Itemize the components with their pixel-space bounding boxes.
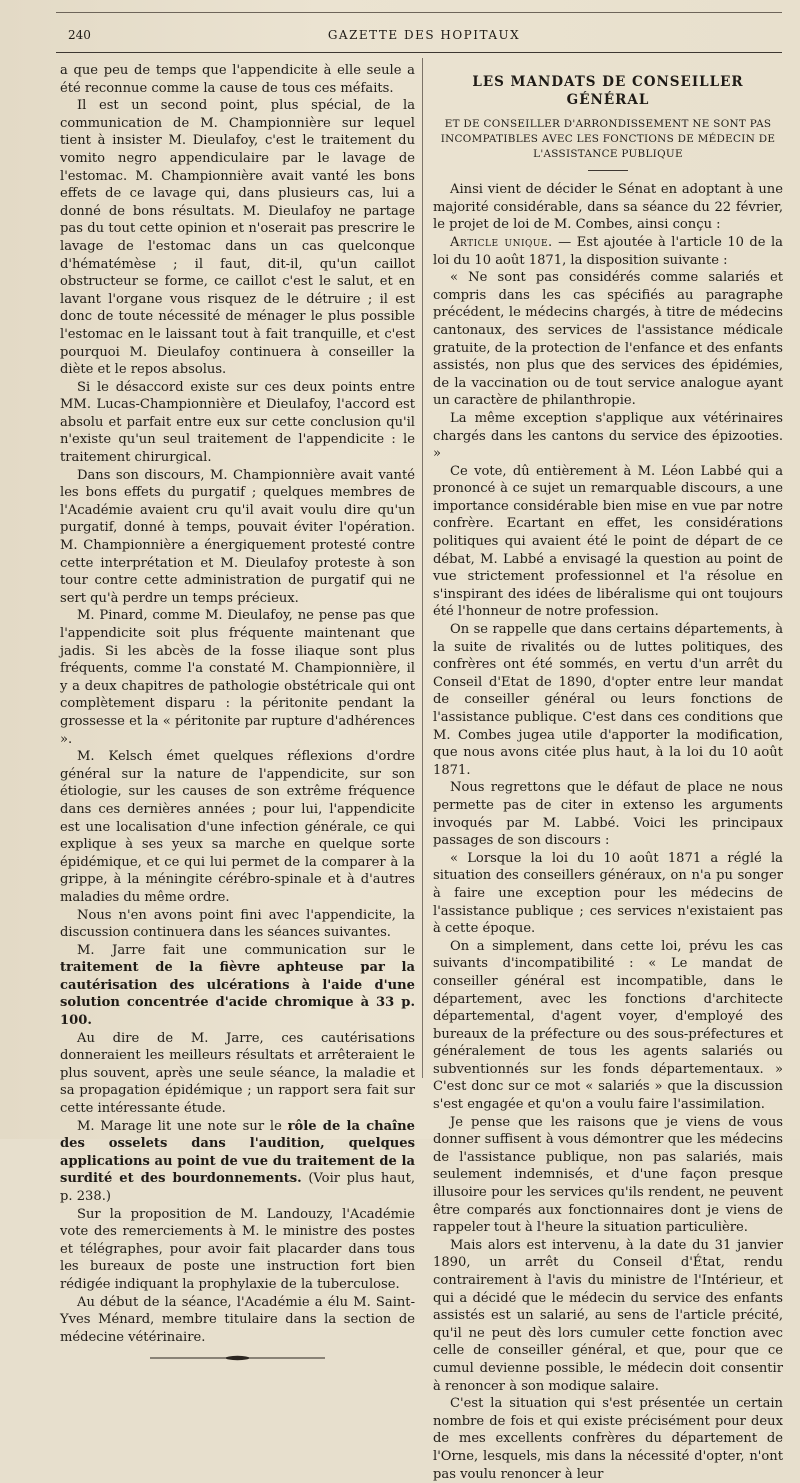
paragraph: Ainsi vient de décider le Sénat en adoptant à une majorité considérable, dans sa séance du 22 février, le projet de loi de M. Combes, ainsi conçu : (433, 182, 783, 233)
paragraph: C'est la situation qui s'est présentée un certain nombre de fois et qui existe précisément pour deux de mes excellents confrères du département de l'Orne, lesquels, mis dans la nécessité d'opter, n'ont pas voulu renoncer à leur (433, 1396, 783, 1482)
paragraph: On a simplement, dans cette loi, prévu les cas suivants d'incompatibilité : « Le mandat de conseiller général est incompatible, dans le département, avec les fonctions d'architecte départemental, d'agent voyer, d'employé des bureaux de la préfecture ou des sous-préfectures et généralement de tous les agents salariés ou subventionnés sur les fonds départementaux. » C'est donc sur ce mot « salariés » que la discussion s'est engagée et qu'on a voulu faire l'assimilation. (433, 938, 783, 1113)
paragraph (60, 1118, 415, 1206)
paragraph (433, 234, 783, 269)
paragraph: Nous n'en avons point fini avec l'appendicite, la discussion continuera dans les séances suivantes. (60, 907, 415, 941)
article-title: LES MANDATS DE CONSEILLER GÉNÉRAL (472, 74, 744, 108)
paragraph: « Lorsque la loi du 10 août 1871 a réglé la situation des conseillers généraux, on n'a pu songer à faire une exception pour les médecins de l'assistance publique ; ces services n'existaient pas à cette époque. (433, 850, 783, 937)
paragraph: M. Pinard, comme M. Dieulafoy, ne pense pas que l'appendicite soit plus fréquente maintenant que jadis. Si les abcès de la fosse iliaque sont plus fréquents, comme l'a constaté M. Championnière, il y a deux chapitres de pathologie obstétricale qui ont complètement disparu : la péritonite pendant la grossesse et la « péritonite par rupture d'adhérences ». (60, 608, 415, 747)
paragraph: Au dire de M. Jarre, ces cautérisations donneraient les meilleurs résultats et arrêteraient le plus souvent, après une seule séance, la maladie et sa propagation épidémique ; un rapport sera fait sur cette intéressante étude. (60, 1030, 415, 1117)
paragraph: Si le désaccord existe sur ces deux points entre MM. Lucas-Championnière et Dieulafoy, l'accord est absolu et parfait entre eux sur cette conclusion qu'il n'existe qu'un seul traitement de l'appendicite : le traitement chirurgical. (60, 379, 415, 466)
paragraph: Ce vote, dû entièrement à M. Léon Labbé qui a prononcé à ce sujet un remarquable discours, a une importance considérable bien mise en vue par notre confrère. Ecartant en effet, les considérations politiques qui avaient été le point de départ de ce débat, M. Labbé a envisagé la question au point de vue strictement professionnel et l'a résolue en s'inspirant des idées de libéralisme qui ont toujours été l'honneur de notre profession. (433, 463, 783, 620)
paragraph: Mais alors est intervenu, à la date du 31 janvier 1890, un arrêt du Conseil d'État, rendu contrairement à l'avis du ministre de l'Intérieur, et qui a décidé que le médecin du service des enfants assistés est un salarié, au sens de l'article précité, qu'il ne peut dès lors cumuler cette fonction avec celle de conseiller général, et que, pour que ce cumul devienne possible, le médecin doit consentir à renoncer à son modique salaire. (433, 1237, 783, 1394)
text-run: (Voir plus haut, p. 238.) (60, 1171, 415, 1204)
text-run: M. Jarre fait une communication sur le (77, 942, 415, 958)
paragraph (60, 942, 415, 1030)
right-column (433, 62, 783, 1483)
bold-title: rôle de la chaîne des osselets dans l'audition, quelques applications au point de vue du traitement de la surdité et des bourdonnements. (60, 1118, 415, 1187)
page-number: 240 (68, 28, 91, 42)
text-run: M. Marage lit une note sur le (77, 1118, 288, 1134)
article-label: Article unique. (450, 234, 553, 250)
article-subtitle: ET DE CONSEILLER D'ARRONDISSEMENT NE SONT PAS INCOMPATIBLES AVEC LES FONCTIONS DE MÉDECIN DE L'ASSISTANCE PUBLIQUE (440, 118, 776, 161)
paragraph: « Ne sont pas considérés comme salariés et compris dans les cas spécifiés au paragraphe précédent, le médecins chargés, à titre de médecins cantonaux, des services de l'assistance médicale gratuite, de la protection de l'enfance et des enfants assistés, non plus que des services des épidémies, de la vaccination ou de tout service analogue ayant un caractère de philanthropie. (433, 270, 783, 409)
paragraph: La même exception s'applique aux vétérinaires chargés dans les cantons du service des épizooties. » (433, 410, 783, 462)
ornament-icon (150, 1354, 325, 1362)
ornament-divider (150, 1354, 325, 1362)
running-title: GAZETTE DES HOPITAUX (327, 28, 521, 42)
bold-title: traitement de la fièvre aphteuse par la cautérisation des ulcérations à l'aide d'une solution concentrée d'acide chromique à 33 p. 100. (60, 960, 415, 1029)
page-header (68, 28, 780, 48)
paragraph: Au début de la séance, l'Académie a élu M. Saint-Yves Ménard, membre titulaire dans la section de médecine vétérinaire. (60, 1294, 415, 1345)
paragraph: M. Kelsch émet quelques réflexions d'ordre général sur la nature de l'appendicite, sur son étiologie, sur les causes de son extrême fréquence dans ces dernières années ; pour lui, l'appendicite est une localisation d'une infection générale, ce qui explique à ses yeux sa marche en quelque sorte épidémique, et ce qui lui permet de la comparer à la grippe, à la méningite cérébro-spinale et à d'autres maladies du même ordre. (60, 749, 415, 905)
column-divider (422, 58, 423, 1078)
left-column (60, 62, 415, 1362)
paragraph: Je pense que les raisons que je viens de vous donner suffisent à vous démontrer que les médecins de l'assistance publique, non pas salariés, mais seulement indemnisés, et d'une façon presque illusoire pour les services qu'ils rendent, ne peuvent être comparés aux fonctionnaires dont je viens de rappeler tout à l'heure la situation particulière. (433, 1114, 783, 1236)
header-rule (56, 52, 782, 53)
text-run: — Est ajoutée à l'article 10 de la loi du 10 août 1871, la disposition suivante : (433, 234, 783, 268)
paragraph: On se rappelle que dans certains départements, à la suite de rivalités ou de luttes politiques, des confrères ont été sommés, en vertu d'un arrêt du Conseil d'Etat de 1890, d'opter entre leur mandat de conseiller général ou leurs fonctions de l'assistance publique. C'est dans ces conditions que M. Combes jugea utile d'apporter la modification, que nous avons citée plus haut, à la loi du 10 août 1871. (433, 622, 783, 778)
paragraph: Sur la proposition de M. Landouzy, l'Académie vote des remerciements à M. le ministre des postes et télégraphes, pour avoir fait placarder dans tous les bureaux de poste une instruction fort bien rédigée indiquant la prophylaxie de la tuberculose. (60, 1206, 415, 1292)
paragraph: Il est un second point, plus spécial, de la communication de M. Championnière sur lequel tient à insister M. Dieulafoy, c'est le traitement du vomito negro appendiculaire par le lavage de l'estomac. M. Championnière avait vanté les bons effets de ce lavage qui, dans plusieurs cas, lui a donné de bons résultats. M. Dieulafoy ne partage pas du tout cette opinion et n'oserait pas prescrire le lavage de l'estomac dans un cas quelconque d'hématémèse ; il faut, dit-il, qu'un caillot obstructeur se forme, ce caillot c'est le salut, et en lavant l'organe vous risquez de le détruire ; il est donc de toute nécessité de ménager le plus possible l'estomac en le laissant tout à fait tranquille, et c'est pourquoi M. Dieulafoy continuera à conseiller la diète et le repos absolus. (60, 98, 415, 378)
paragraph: Dans son discours, M. Championnière avait vanté les bons effets du purgatif ; quelques membres de l'Académie avaient cru qu'il avait voulu dire qu'un purgatif, donné à temps, pouvait éviter l'opération. M. Championnière a énergiquement protesté contre cette interprétation et M. Dieulafoy proteste à son tour contre cette administration de purgatif qui ne sert qu'à perdre un temps précieux. (60, 467, 415, 606)
title-rule (588, 170, 628, 171)
paragraph: Nous regrettons que le défaut de place ne nous permette pas de citer in extenso les arguments invoqués par M. Labbé. Voici les principaux passages de son discours : (433, 780, 783, 849)
top-rule (56, 12, 782, 13)
paragraph: a que peu de temps que l'appendicite à elle seule a été reconnue comme la cause de tous ces méfaits. (60, 63, 415, 96)
